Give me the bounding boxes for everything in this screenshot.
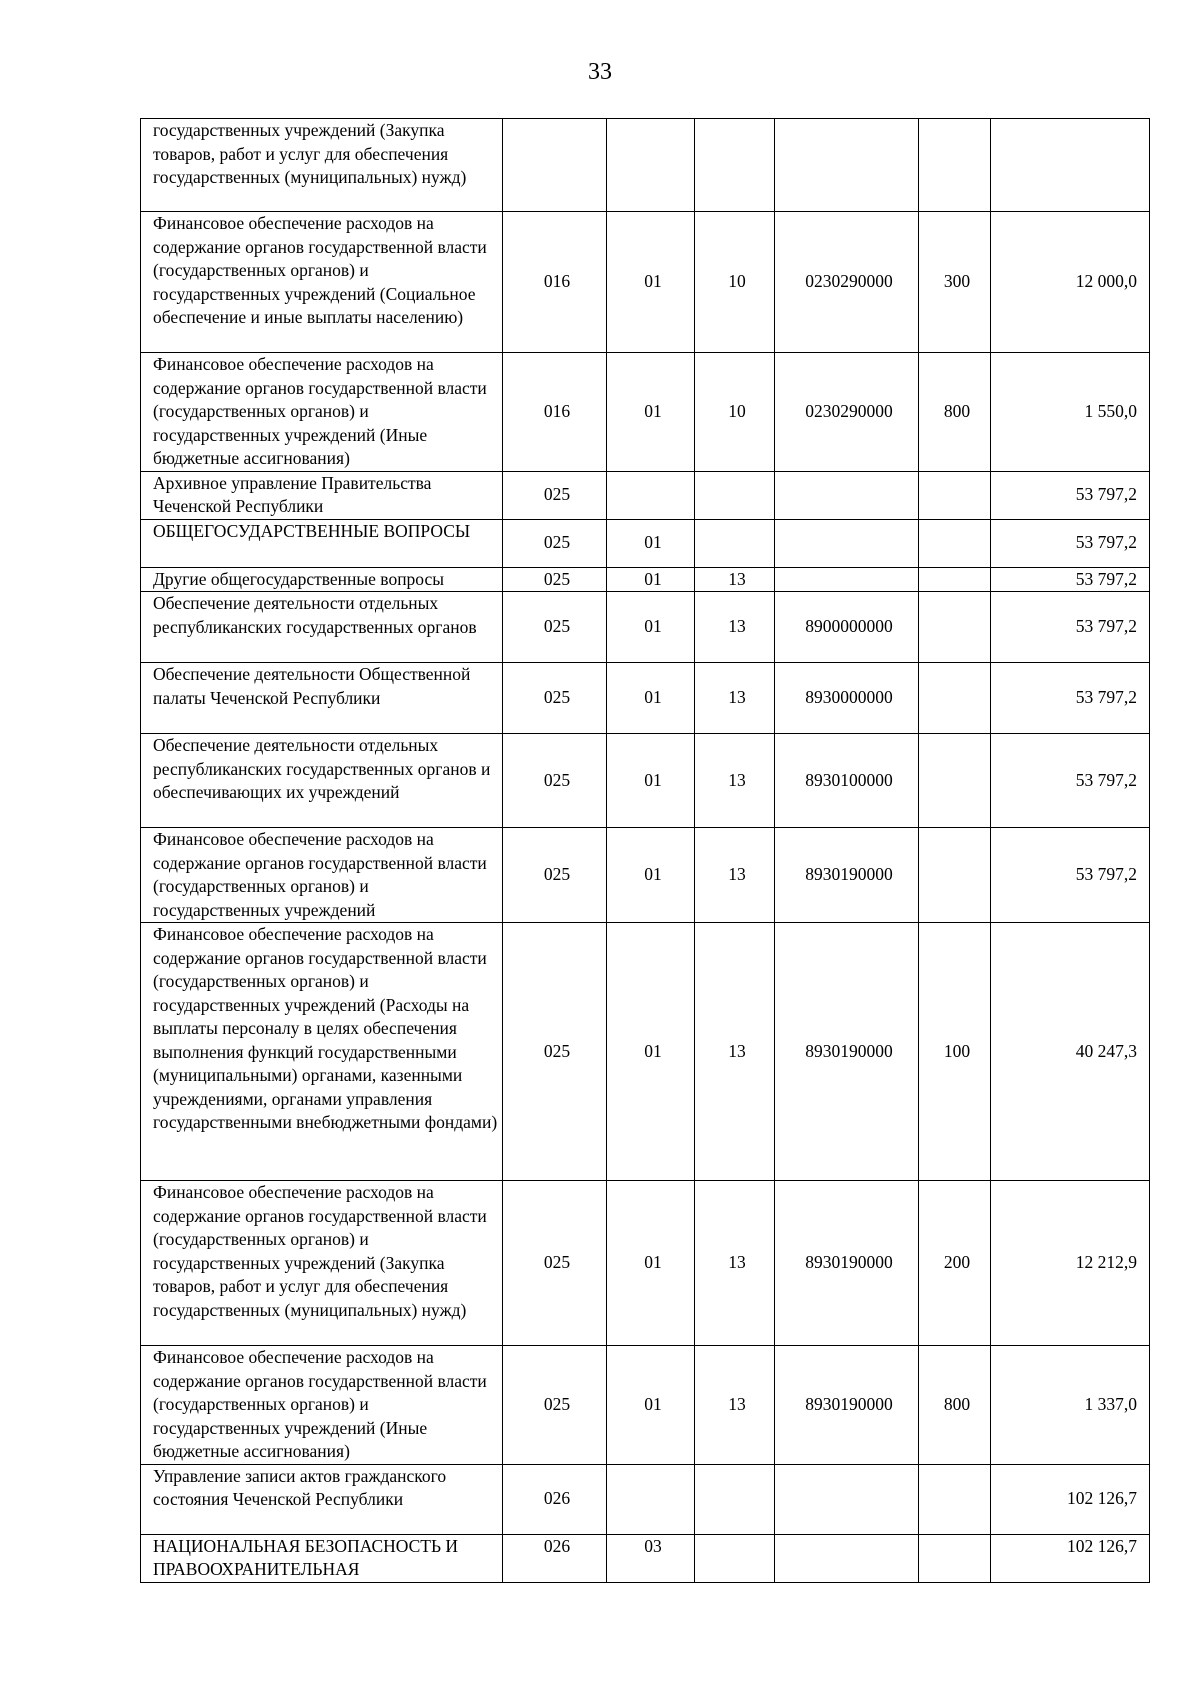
row-name: Финансовое обеспечение расходов на содержание органов государственной власти (государственных органов) и государственных учреждений (Закупка товаров, работ и услуг для обеспечения государственных (муниципальных) нужд): [141, 1181, 503, 1346]
row-vr: 100: [919, 923, 991, 1181]
row-ved: 025: [503, 1181, 607, 1346]
row-name: Обеспечение деятельности Общественной палаты Чеченской Республики: [141, 663, 503, 734]
row-rz: 01: [607, 734, 695, 828]
row-rz: [607, 471, 695, 519]
row-vr: [919, 734, 991, 828]
budget-table: [140, 118, 1150, 1583]
row-pr: 10: [695, 353, 775, 472]
row-sum: 102 126,7: [991, 1534, 1150, 1582]
table-row: [141, 212, 1150, 353]
row-sum: [991, 119, 1150, 212]
row-vr: [919, 828, 991, 923]
row-pr: [695, 1464, 775, 1534]
row-name: Финансовое обеспечение расходов на содержание органов государственной власти (государственных органов) и государственных учреждений (Иные бюджетные ассигнования): [141, 353, 503, 472]
row-sum: 102 126,7: [991, 1464, 1150, 1534]
row-vr: [919, 592, 991, 663]
row-name: Финансовое обеспечение расходов на содержание органов государственной власти (государственных органов) и государственных учреждений: [141, 828, 503, 923]
table-row: [141, 1534, 1150, 1582]
row-ved: 025: [503, 663, 607, 734]
row-pr: 13: [695, 828, 775, 923]
row-vr: [919, 567, 991, 592]
row-ved: 016: [503, 353, 607, 472]
row-ved: 025: [503, 828, 607, 923]
row-rz: 01: [607, 592, 695, 663]
row-rz: 01: [607, 1181, 695, 1346]
row-ved: 016: [503, 212, 607, 353]
table-row: [141, 1181, 1150, 1346]
row-vr: 800: [919, 353, 991, 472]
row-name: Управление записи актов гражданского состояния Чеченской Республики: [141, 1464, 503, 1534]
row-rz: 01: [607, 353, 695, 472]
row-csr: [775, 519, 919, 567]
row-ved: 025: [503, 567, 607, 592]
row-name: государственных учреждений (Закупка товаров, работ и услуг для обеспечения государственных (муниципальных) нужд): [141, 119, 503, 212]
row-ved: [503, 119, 607, 212]
row-vr: [919, 1464, 991, 1534]
table-row: [141, 1464, 1150, 1534]
row-ved: 025: [503, 471, 607, 519]
row-rz: 01: [607, 212, 695, 353]
row-ved: 025: [503, 734, 607, 828]
table-row: [141, 119, 1150, 212]
table-row: [141, 734, 1150, 828]
row-pr: [695, 1534, 775, 1582]
row-vr: 300: [919, 212, 991, 353]
row-pr: 13: [695, 1181, 775, 1346]
row-vr: [919, 663, 991, 734]
row-vr: [919, 119, 991, 212]
row-csr: 8930000000: [775, 663, 919, 734]
row-name: Финансовое обеспечение расходов на содержание органов государственной власти (государственных органов) и государственных учреждений (Социальное обеспечение и иные выплаты населению): [141, 212, 503, 353]
row-csr: [775, 1534, 919, 1582]
row-rz: 01: [607, 663, 695, 734]
row-rz: [607, 1464, 695, 1534]
table-row: [141, 923, 1150, 1181]
row-name: ОБЩЕГОСУДАРСТВЕННЫЕ ВОПРОСЫ: [141, 519, 503, 567]
row-sum: 53 797,2: [991, 519, 1150, 567]
row-name: Обеспечение деятельности отдельных республиканских государственных органов: [141, 592, 503, 663]
row-csr: 8930190000: [775, 828, 919, 923]
row-rz: 01: [607, 923, 695, 1181]
row-csr: 8930190000: [775, 1181, 919, 1346]
row-name: НАЦИОНАЛЬНАЯ БЕЗОПАСНОСТЬ И ПРАВООХРАНИТЕЛЬНАЯ: [141, 1534, 503, 1582]
page-number: 33: [588, 59, 612, 85]
row-sum: 12 000,0: [991, 212, 1150, 353]
row-pr: 13: [695, 923, 775, 1181]
table-row: [141, 663, 1150, 734]
row-vr: 800: [919, 1346, 991, 1465]
table-row: [141, 519, 1150, 567]
row-pr: [695, 119, 775, 212]
row-ved: 026: [503, 1534, 607, 1582]
row-name: Архивное управление Правительства Чеченской Республики: [141, 471, 503, 519]
row-ved: 025: [503, 592, 607, 663]
row-csr: [775, 1464, 919, 1534]
row-rz: 01: [607, 1346, 695, 1465]
row-sum: 1 337,0: [991, 1346, 1150, 1465]
row-sum: 1 550,0: [991, 353, 1150, 472]
row-csr: 8930190000: [775, 923, 919, 1181]
row-pr: 13: [695, 1346, 775, 1465]
row-sum: 12 212,9: [991, 1181, 1150, 1346]
row-sum: 53 797,2: [991, 471, 1150, 519]
row-sum: 53 797,2: [991, 828, 1150, 923]
row-sum: 40 247,3: [991, 923, 1150, 1181]
row-rz: 01: [607, 567, 695, 592]
row-csr: 0230290000: [775, 212, 919, 353]
row-ved: 025: [503, 1346, 607, 1465]
row-rz: [607, 119, 695, 212]
row-pr: 13: [695, 567, 775, 592]
row-csr: [775, 119, 919, 212]
table-row: [141, 592, 1150, 663]
table-row: [141, 353, 1150, 472]
row-pr: 13: [695, 592, 775, 663]
row-ved: 025: [503, 923, 607, 1181]
row-csr: 8930100000: [775, 734, 919, 828]
row-vr: [919, 519, 991, 567]
row-pr: 13: [695, 734, 775, 828]
row-pr: 10: [695, 212, 775, 353]
row-csr: [775, 567, 919, 592]
row-name: Другие общегосударственные вопросы: [141, 567, 503, 592]
row-sum: 53 797,2: [991, 663, 1150, 734]
row-csr: 8900000000: [775, 592, 919, 663]
row-pr: 13: [695, 663, 775, 734]
row-name: Обеспечение деятельности отдельных республиканских государственных органов и обеспечивающих их учреждений: [141, 734, 503, 828]
row-sum: 53 797,2: [991, 567, 1150, 592]
row-rz: 03: [607, 1534, 695, 1582]
table-row: [141, 828, 1150, 923]
row-name: Финансовое обеспечение расходов на содержание органов государственной власти (государственных органов) и государственных учреждений (Иные бюджетные ассигнования): [141, 1346, 503, 1465]
row-vr: 200: [919, 1181, 991, 1346]
row-rz: 01: [607, 828, 695, 923]
table-row: [141, 567, 1150, 592]
row-vr: [919, 1534, 991, 1582]
row-name: Финансовое обеспечение расходов на содержание органов государственной власти (государственных органов) и государственных учреждений (Расходы на выплаты персоналу в целях обеспечения выполнения функций государственными (муниципальными) органами, казенными учреждениями, органами управления государственными внебюджетными фондами): [141, 923, 503, 1181]
row-csr: 0230290000: [775, 353, 919, 472]
row-csr: 8930190000: [775, 1346, 919, 1465]
row-sum: 53 797,2: [991, 734, 1150, 828]
row-ved: 026: [503, 1464, 607, 1534]
row-rz: 01: [607, 519, 695, 567]
table-row: [141, 471, 1150, 519]
row-vr: [919, 471, 991, 519]
row-pr: [695, 519, 775, 567]
table-row: [141, 1346, 1150, 1465]
row-sum: 53 797,2: [991, 592, 1150, 663]
row-csr: [775, 471, 919, 519]
row-ved: 025: [503, 519, 607, 567]
row-pr: [695, 471, 775, 519]
